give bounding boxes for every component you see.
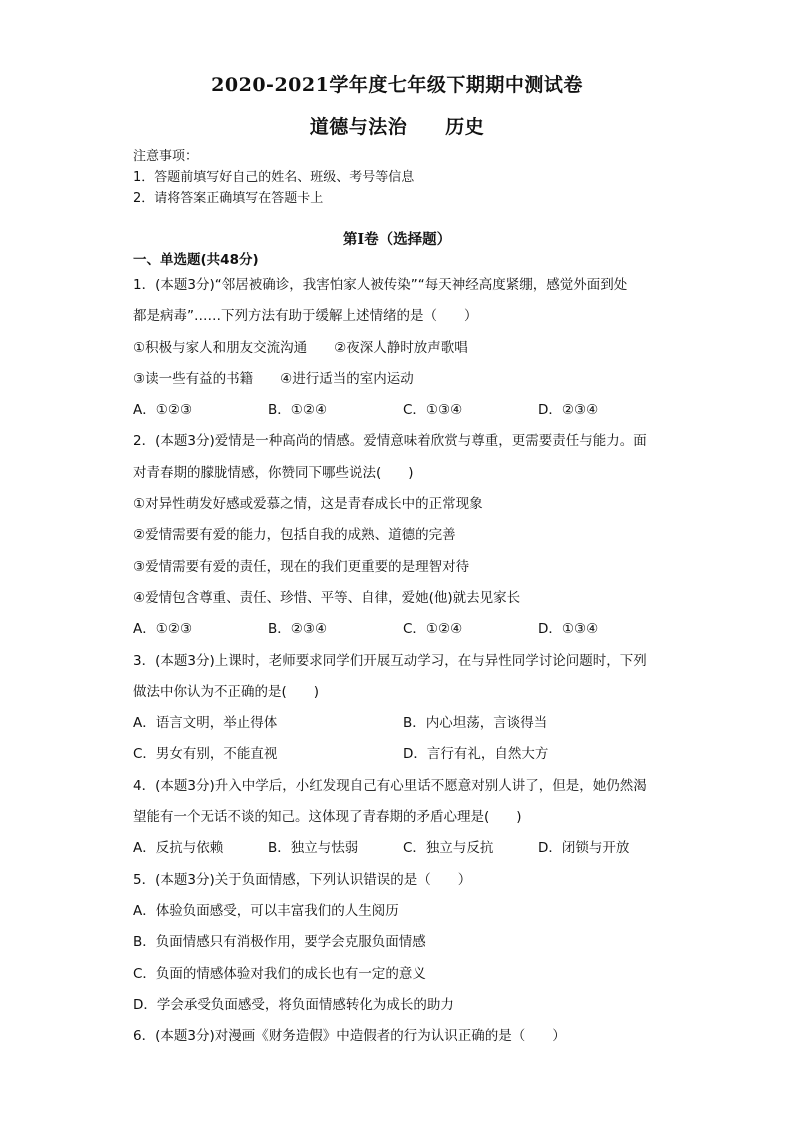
- question-5-text: 5．(本题3分)关于负面情感，下列认识错误的是（ ）: [133, 871, 472, 888]
- question-1-statement: ③读一些有益的书籍 ④进行适当的室内运动: [133, 370, 414, 387]
- notes-heading: 注意事项：: [133, 149, 199, 164]
- question-3-options: [133, 739, 673, 770]
- option-a: A．语言文明，举止得体: [133, 715, 278, 732]
- question-3-text: 3．(本题3分)上课时，老师要求同学们开展互动学习，在与异性同学讨论问题时，下列: [133, 652, 647, 669]
- option-c: C．独立与反抗: [403, 840, 494, 857]
- question-2-text: 2．(本题3分)爱情是一种高尚的情感。爱情意味着欣赏与尊重，更需要责任与能力。面: [133, 433, 647, 450]
- part-title: 一、单选题(共48分): [133, 252, 259, 268]
- question-2-statement: ④爱情包含尊重、责任、珍惜、平等、自律，爱她(他)就去见家长: [133, 589, 521, 606]
- option-b: B．②③④: [268, 621, 328, 638]
- exam-subjects: [0, 112, 794, 139]
- option-a: A．反抗与依赖: [133, 840, 224, 857]
- question-2-text: 对青春期的朦胧情感，你赞同下哪些说法( ): [133, 464, 414, 481]
- option-c: C．①②④: [403, 621, 463, 638]
- question-1-text: 都是病毒”……下列方法有助于缓解上述情绪的是（ ）: [133, 308, 478, 325]
- question-2-options: [133, 614, 673, 645]
- question-2-statement: ②爱情需要有爱的能力，包括自我的成熟、道德的完善: [133, 527, 456, 544]
- option-a: A．①②③: [133, 402, 193, 419]
- notes-item: 1．答题前填写好自己的姓名、班级、考号等信息: [133, 170, 415, 185]
- option-b: B．负面情感只有消极作用，要学会克服负面情感: [133, 934, 426, 951]
- option-d: D．闭锁与开放: [538, 840, 630, 857]
- question-3-options: [133, 708, 673, 739]
- option-c: C．负面的情感体验对我们的成长也有一定的意义: [133, 965, 426, 982]
- section-title: 第I卷（选择题）: [342, 231, 452, 248]
- notes-block: [133, 146, 414, 209]
- option-d: D．学会承受负面感受，将负面情感转化为成长的助力: [133, 996, 454, 1013]
- question-4-options: [133, 833, 673, 864]
- questions-list: [133, 270, 673, 1052]
- subject-morality-law: 道德与法治: [309, 116, 408, 138]
- question-6-text: 6．(本题3分)对漫画《财务造假》中造假者的行为认识正确的是（ ）: [133, 1028, 566, 1045]
- option-b: B．内心坦荡，言谈得当: [403, 715, 548, 732]
- question-1-options: [133, 395, 673, 426]
- exam-title: 2020-2021学年度七年级下期期中测试卷: [211, 74, 583, 96]
- option-d: D．②③④: [538, 402, 599, 419]
- question-1-text: 1．(本题3分)“邻居被确诊，我害怕家人被传染”“每天神经高度紧绷，感觉外面到处: [133, 277, 628, 293]
- question-4-text: 望能有一个无话不谈的知己。这体现了青春期的矛盾心理是( ): [133, 809, 522, 826]
- question-3-text: 做法中你认为不正确的是( ): [133, 683, 320, 700]
- option-d: D．①③④: [538, 621, 599, 638]
- option-a: A．①②③: [133, 621, 193, 638]
- option-b: B．①②④: [268, 402, 328, 419]
- question-2-statement: ①对异性萌发好感或爱慕之情，这是青春成长中的正常现象: [133, 496, 483, 513]
- option-c: C．①③④: [403, 402, 463, 419]
- option-b: B．独立与怯弱: [268, 840, 359, 857]
- option-d: D．言行有礼，自然大方: [403, 746, 549, 763]
- subject-history: 历史: [445, 116, 485, 138]
- option-a: A．体验负面感受，可以丰富我们的人生阅历: [133, 902, 399, 919]
- question-4-text: 4．(本题3分)升入中学后，小红发现自己有心里话不愿意对别人讲了，但是，她仍然渴: [133, 777, 647, 794]
- question-2-statement: ③爱情需要有爱的责任，现在的我们更重要的是理智对待: [133, 558, 470, 575]
- question-1-statement: ①积极与家人和朋友交流沟通 ②夜深人静时放声歌唱: [133, 339, 468, 356]
- notes-item: 2．请将答案正确填写在答题卡上: [133, 191, 324, 206]
- option-c: C．男女有别，不能直视: [133, 746, 278, 763]
